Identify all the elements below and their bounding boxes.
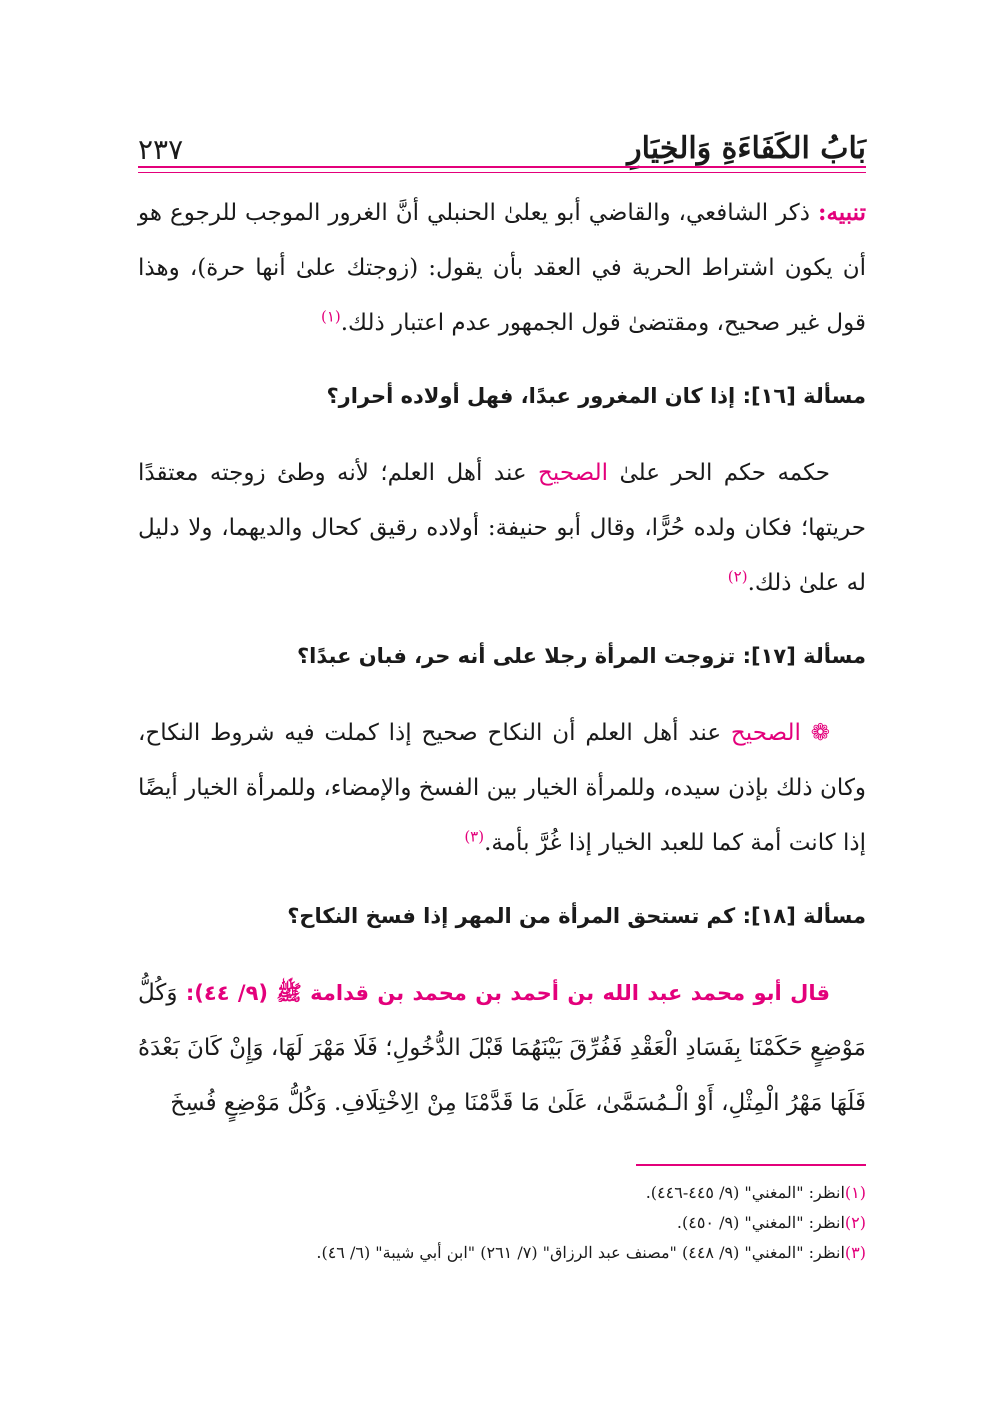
- footnote-divider: [636, 1164, 866, 1166]
- masala-16-heading: [138, 369, 866, 424]
- tanbih-label: تنبيه:: [817, 199, 866, 226]
- masala-16-label: مسألة [١٦]:: [742, 384, 866, 408]
- flower-ornament-icon: ❁: [810, 720, 830, 746]
- answer-17-text: عند أهل العلم أن النكاح صحيح إذا كملت فيه شروط النكاح، وكان ذلك بإذن سيده، وللمرأة الخيار بين الفسخ والإمضاء، وللمرأة الخيار أيضًا إذا كانت أمة كما للعبد الخيار إذا غُرَّ بأمة.: [138, 720, 866, 856]
- footnotes: [138, 1178, 866, 1268]
- masala-17-label: مسألة [١٧]:: [742, 644, 866, 668]
- quote-heading: قال أبو محمد عبد الله بن أحمد بن محمد بن قدامة ﷺ (٩/ ٤٤):: [185, 981, 830, 1005]
- page-header: [138, 118, 866, 164]
- tanbih-paragraph: [138, 185, 866, 351]
- footnote-1-text: انظر: "المغني" (٩/ ٤٤٥-٤٤٦).: [645, 1183, 845, 1202]
- footnote-ref-3[interactable]: (٣): [464, 827, 485, 846]
- page-body: [138, 185, 866, 1131]
- header-rule-thick: [138, 166, 866, 168]
- masala-18-label: مسألة [١٨]:: [742, 904, 866, 928]
- answer-16-paragraph: [138, 446, 866, 611]
- answer-17-paragraph: [138, 706, 866, 871]
- footnote-ref-1[interactable]: (١): [320, 307, 341, 326]
- masala-18-question: كم تستحق المرأة من المهر إذا فسخ النكاح؟: [287, 904, 743, 928]
- footnote-1: [138, 1178, 866, 1208]
- footnote-3-text: انظر: "المغني" (٩/ ٤٤٨) "مصنف عبد الرزاق" (٧/ ٢٦١) "ابن أبي شيبة" (٦/ ٤٦).: [316, 1243, 845, 1262]
- answer-16-part1: حكمه حكم الحر علىٰ: [608, 460, 830, 486]
- masala-17-heading: [138, 629, 866, 684]
- footnote-3-number: (٣): [844, 1243, 866, 1262]
- masala-16-question: إذا كان المغرور عبدًا، فهل أولاده أحرار؟: [326, 384, 743, 408]
- footnote-2-number: (٢): [844, 1213, 866, 1232]
- footnote-1-number: (١): [844, 1183, 866, 1202]
- footnote-ref-2[interactable]: (٢): [727, 567, 748, 586]
- answer-16-part2: عند أهل العلم؛ لأنه وطئ زوجته معتقدًا حريتها؛ فكان ولده حُرًّا، وقال أبو حنيفة: أولاده رقيق كحال والديهما، ولا دليل له علىٰ ذلك.: [138, 460, 866, 596]
- sahih-term-1: الصحيح: [538, 460, 609, 486]
- sahih-term-2: الصحيح: [730, 720, 811, 746]
- masala-17-question: تزوجت المرأة رجلا على أنه حر، فبان عبدًا؟: [296, 644, 743, 668]
- page-number: ٢٣٧: [138, 133, 184, 166]
- header-rule-thin: [138, 172, 866, 173]
- footnote-2: [138, 1208, 866, 1238]
- quote-text: وَكُلُّ مَوْضِعٍ حَكَمْنَا بِفَسَادِ الْعَقْدِ فَفُرِّقَ بَيْنَهُمَا قَبْلَ الدُّخُولِ؛ فَلَا مَهْرَ لَهَا، وَإِنْ كَانَ بَعْدَهُ فَلَهَا مَهْرُ الْمِثْلِ، أَوْ الْـمُسَمَّىٰ، عَلَىٰ مَا قَدَّمْنَا مِنْ الِاخْتِلَافِ. وَكُلُّ مَوْضِعٍ فُسِخَ: [138, 980, 866, 1116]
- footnote-2-text: انظر: "المغني" (٩/ ٤٥٠).: [676, 1213, 845, 1232]
- chapter-title: بَابُ الكَفَاءَةِ وَالخِيَارِ: [627, 131, 866, 166]
- footnote-3: [138, 1238, 866, 1268]
- tanbih-text: ذكر الشافعي، والقاضي أبو يعلىٰ الحنبلي أنَّ الغرور الموجب للرجوع هو أن يكون اشتراط الحرية في العقد بأن يقول: (زوجتك علىٰ أنها حرة)، وهذا قول غير صحيح، ومقتضىٰ قول الجمهور عدم اعتبار ذلك.: [138, 200, 866, 336]
- masala-18-heading: [138, 889, 866, 944]
- quote-paragraph: [138, 966, 866, 1131]
